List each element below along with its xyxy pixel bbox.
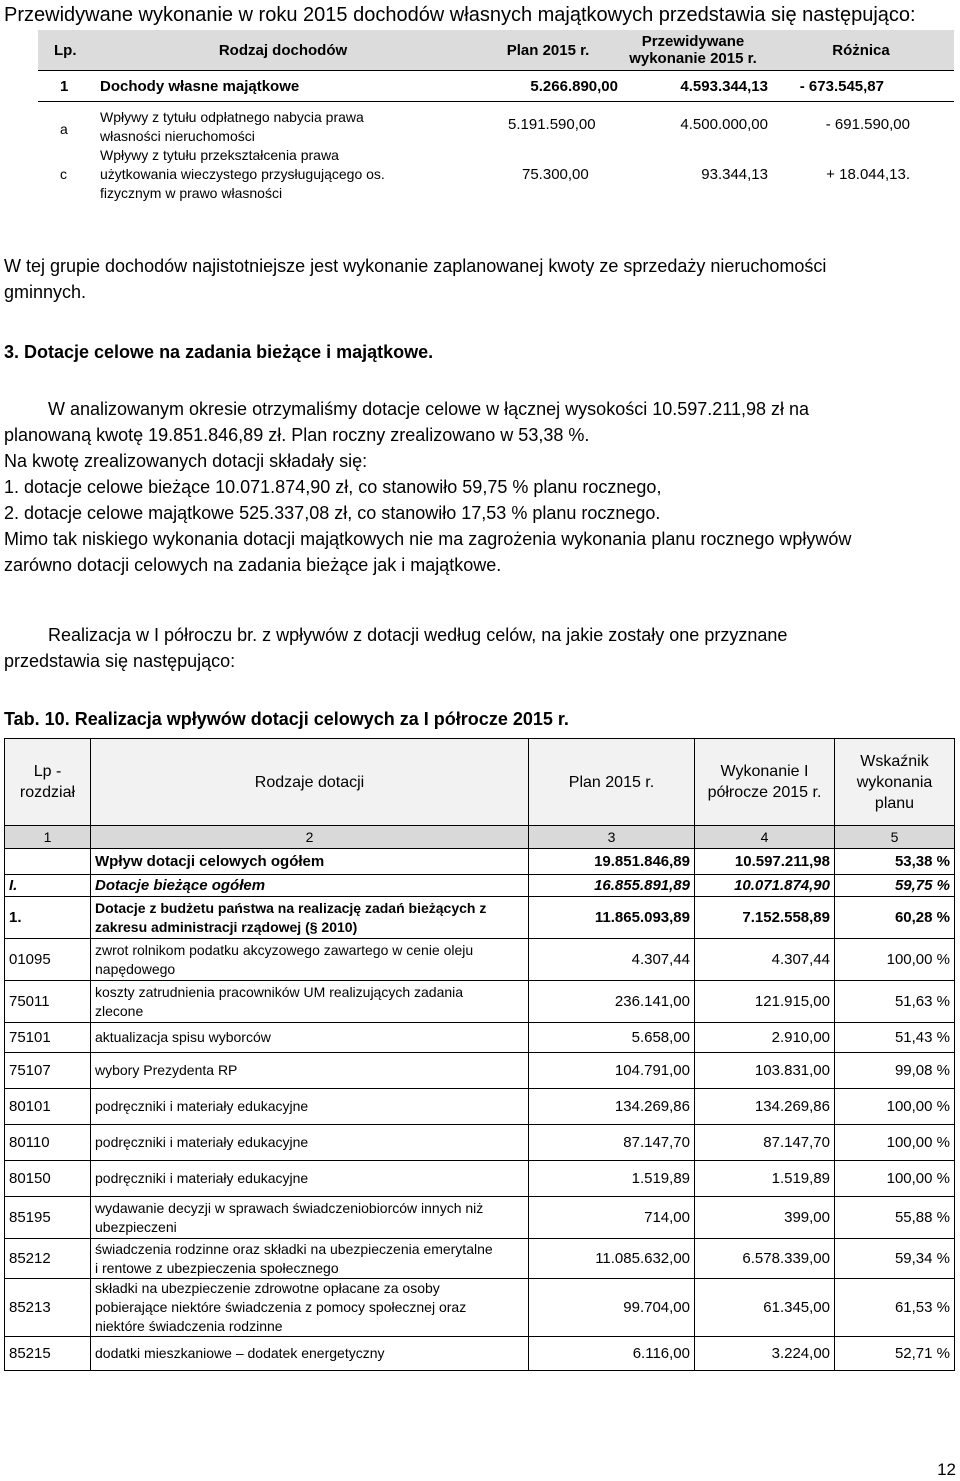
row-plan: 236.141,00 xyxy=(529,981,695,1023)
income-row-total: 1 Dochody własne majątkowe 5.266.890,00 4.593.344,13 - 673.545,87 xyxy=(38,71,954,102)
row-execution: 3.224,00 xyxy=(695,1337,835,1371)
col-lp: Lp. xyxy=(38,30,88,71)
row-ratio: 61,53 % xyxy=(835,1279,955,1337)
row-ratio: 100,00 % xyxy=(835,1161,955,1197)
row-state-budget: 1. Dotacje z budżetu państwa na realizację zadań bieżących z zakresu administracji rządowej (§ 2010) 11.865.093,89 7.152.558,89 60,28 % xyxy=(5,897,955,939)
row-execution: 2.910,00 xyxy=(695,1023,835,1053)
row-description: zwrot rolnikom podatku akcyzowego zawartego w cenie oleju napędowego xyxy=(91,939,529,981)
col-plan: Plan 2015 r. xyxy=(478,30,618,71)
row-plan: 714,00 xyxy=(529,1197,695,1239)
row-lp: 85213 xyxy=(5,1279,91,1337)
table-row xyxy=(5,1023,955,1053)
income-row-a: a Wpływy z tytułu odpłatnego nabycia prawa własności nieruchomości 5.191.590,00 4.500.000,00 - 691.590,00 xyxy=(60,109,910,144)
row-lp: 01095 xyxy=(5,939,91,981)
table-row xyxy=(5,1279,955,1337)
row-description: składki na ubezpieczenie zdrowotne opłacane za osoby pobierające niektóre świadczenia z pomocy społecznej oraz niektóre świadczenia rodzinne xyxy=(91,1279,529,1337)
row-current: I. Dotacje bieżące ogółem 16.855.891,89 10.071.874,90 59,75 % xyxy=(5,875,955,897)
row-lp: 75101 xyxy=(5,1023,91,1053)
table-row xyxy=(5,1337,955,1371)
row-ratio: 51,63 % xyxy=(835,981,955,1023)
col-type: Rodzaj dochodów xyxy=(88,30,478,71)
row-lp: 75011 xyxy=(5,981,91,1023)
row-execution: 61.345,00 xyxy=(695,1279,835,1337)
row-lp: 85215 xyxy=(5,1337,91,1371)
row-plan: 6.116,00 xyxy=(529,1337,695,1371)
table-row xyxy=(5,1239,955,1279)
table-row xyxy=(5,1089,955,1125)
row-ratio: 99,08 % xyxy=(835,1053,955,1089)
row-total: Wpływ dotacji celowych ogółem 19.851.846,89 10.597.211,98 53,38 % xyxy=(5,849,955,875)
paragraph-1: W tej grupie dochodów najistotniejsze jest wykonanie zaplanowanej kwoty ze sprzedaży nieruchomości gminnych. xyxy=(4,256,827,302)
column-numbers-row: 1 2 3 4 5 xyxy=(5,826,955,849)
table-row xyxy=(5,1053,955,1089)
row-ratio: 51,43 % xyxy=(835,1023,955,1053)
row-description: podręczniki i materiały edukacyjne xyxy=(91,1089,529,1125)
page-heading: Przewidywane wykonanie w roku 2015 dochodów własnych majątkowych przedstawia się następująco: xyxy=(4,4,916,26)
row-description: dodatki mieszkaniowe – dodatek energetyczny xyxy=(91,1337,529,1371)
income-row-c: c Wpływy z tytułu przekształcenia prawa użytkowania wieczystego przysługującego os. fizycznym w prawo własności 75.300,00 93.344,13 + 18.044,13. xyxy=(60,147,910,201)
row-plan: 1.519,89 xyxy=(529,1161,695,1197)
page-number: 12 xyxy=(937,1460,956,1479)
row-execution: 399,00 xyxy=(695,1197,835,1239)
row-plan: 11.085.632,00 xyxy=(529,1239,695,1279)
row-plan: 5.658,00 xyxy=(529,1023,695,1053)
subsidies-header: Lp - rozdział Rodzaje dotacji Plan 2015 r. Wykonanie I półrocze 2015 r. Wskaźnik wykonania planu xyxy=(5,739,955,826)
row-plan: 4.307,44 xyxy=(529,939,695,981)
row-execution: 103.831,00 xyxy=(695,1053,835,1089)
subsidies-table xyxy=(4,738,955,1371)
row-plan: 99.704,00 xyxy=(529,1279,695,1337)
table-row xyxy=(5,1161,955,1197)
row-ratio: 100,00 % xyxy=(835,1125,955,1161)
row-plan: 134.269,86 xyxy=(529,1089,695,1125)
col-forecast: Przewidywane wykonanie 2015 r. xyxy=(618,30,768,71)
row-description: podręczniki i materiały edukacyjne xyxy=(91,1125,529,1161)
row-lp: 80110 xyxy=(5,1125,91,1161)
table-row xyxy=(5,939,955,981)
income-table-header xyxy=(38,30,954,71)
row-ratio: 52,71 % xyxy=(835,1337,955,1371)
row-description: wydawanie decyzji w sprawach świadczeniobiorców innych niż ubezpieczeni xyxy=(91,1197,529,1239)
paragraph-4: Realizacja w I półroczu br. z wpływów z dotacji według celów, na jakie zostały one przyznane przedstawia się następująco: xyxy=(4,625,788,671)
income-table xyxy=(38,30,954,203)
row-plan: 104.791,00 xyxy=(529,1053,695,1089)
row-ratio: 55,88 % xyxy=(835,1197,955,1239)
row-plan: 87.147,70 xyxy=(529,1125,695,1161)
row-lp: 80101 xyxy=(5,1089,91,1125)
table-row xyxy=(5,1197,955,1239)
col-difference: Różnica xyxy=(768,30,954,71)
row-description: wybory Prezydenta RP xyxy=(91,1053,529,1089)
row-description: podręczniki i materiały edukacyjne xyxy=(91,1161,529,1197)
row-lp: 80150 xyxy=(5,1161,91,1197)
row-lp: 85195 xyxy=(5,1197,91,1239)
row-execution: 4.307,44 xyxy=(695,939,835,981)
table-row xyxy=(5,1125,955,1161)
row-execution: 87.147,70 xyxy=(695,1125,835,1161)
table-caption: Tab. 10. Realizacja wpływów dotacji celowych za I półrocze 2015 r. xyxy=(4,709,569,729)
row-execution: 1.519,89 xyxy=(695,1161,835,1197)
row-description: aktualizacja spisu wyborców xyxy=(91,1023,529,1053)
row-execution: 121.915,00 xyxy=(695,981,835,1023)
row-ratio: 59,34 % xyxy=(835,1239,955,1279)
row-lp: 85212 xyxy=(5,1239,91,1279)
table-row xyxy=(5,981,955,1023)
row-ratio: 100,00 % xyxy=(835,1089,955,1125)
row-description: koszty zatrudnienia pracowników UM realizujących zadania zlecone xyxy=(91,981,529,1023)
section-3-title: 3. Dotacje celowe na zadania bieżące i majątkowe. xyxy=(4,342,434,362)
row-execution: 6.578.339,00 xyxy=(695,1239,835,1279)
row-ratio: 100,00 % xyxy=(835,939,955,981)
row-description: świadczenia rodzinne oraz składki na ubezpieczenia emerytalne i rentowe z ubezpieczenia społecznego xyxy=(91,1239,529,1279)
row-execution: 134.269,86 xyxy=(695,1089,835,1125)
paragraph-2: W analizowanym okresie otrzymaliśmy dotacje celowe w łącznej wysokości 10.597.211,98 zł na planowaną kwotę 19.851.846,89 zł. Plan roczny zrealizowano w 53,38 %. Na kwotę zrealizowanych dotacji składały się: 1. dotacje celowe bieżące 10.071.874,90 zł, co stanowiło 59,75 % planu rocznego, 2. dotacje celowe majątkowe 525.337,08 zł, co stanowiło 17,53 % planu rocznego. Mimo tak niskiego wykonania dotacji majątkowych nie ma zagrożenia wykonania planu rocznego wpływów zarówno dotacji celowych na zadania bieżące jak i majątkowe. xyxy=(4,399,852,575)
row-lp: 75107 xyxy=(5,1053,91,1089)
